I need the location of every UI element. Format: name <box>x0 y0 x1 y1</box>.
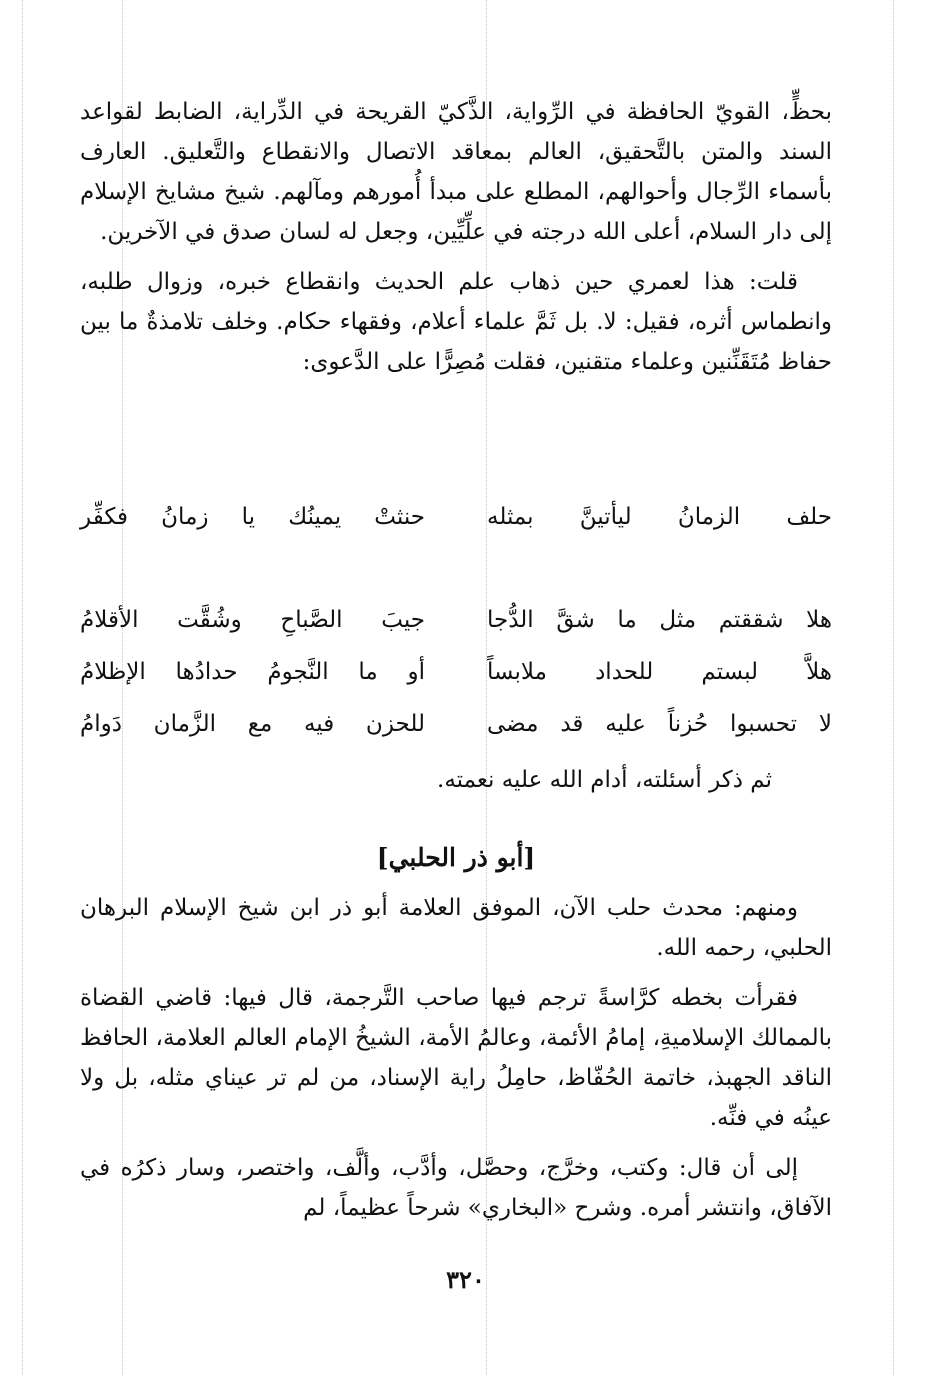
scan-dot-column-right <box>893 0 894 1375</box>
paragraph-author-remark: قلت: هذا لعمري حين ذهاب علم الحديث وانقطاع خبره، وزوال طلبه، وانطماس أثره، فقيل: لا. بل ثَمَّ علماء أعلام، وفقهاء حكام. وخلف تلامذةٌ ما بين حفاظ مُتَقَنِّنين وعلماء متقنين، فقلت مُصِرًّا على الدَّعوى: <box>80 269 832 375</box>
section-heading: [أبو ذر الحلبي] <box>376 843 536 872</box>
verse-1-first-hemistich: حلف الزمانُ ليأتينَّ بمثله <box>487 504 832 530</box>
page-number: ٣٢٠ <box>446 1265 485 1294</box>
verse-3-first-hemistich: هلاَّ لبستم للحداد ملابساً <box>487 659 832 685</box>
verse-2-first-hemistich: هلا شققتم مثل ما شقَّ الدُّجا <box>487 607 832 633</box>
verse-2-second-hemistich: جيبَ الصَّباحِ وشُقَّت الأقلامُ <box>80 607 425 633</box>
verse-line-4 <box>80 704 832 744</box>
text-block-top <box>80 92 832 382</box>
closing-line-block <box>80 760 832 800</box>
verse-4-second-hemistich: للحزن فيه مع الزَّمان دَوامُ <box>80 711 425 737</box>
paragraph-biography-continuation: بحظٍّ، القويّ الحافظة في الرِّواية، الذَّكيّ القريحة في الدِّراية، الضابط لقواعد السند والمتن بالتَّحقيق، العالم بمعاقد الاتصال والانقطاع والتَّعليق. العارف بأسماء الرِّجال وأحوالهم، المطلع على مبدأ أُمورهم ومآلهم. شيخ مشايخ الإسلام إلى دار السلام، أعلى الله درجته في علِّيِّين، وجعل له لسان صدق في الآخرين. <box>80 99 833 245</box>
verse-3-second-hemistich: أو ما النَّجومُ حدادُها الإظلامُ <box>80 659 425 685</box>
text-block-bottom <box>80 888 832 1228</box>
verse-4-first-hemistich: لا تحسبوا حُزناً عليه قد مضى <box>487 711 832 737</box>
verse-line-3 <box>80 652 832 692</box>
closing-line: ثم ذكر أسئلته، أدام الله عليه نعمته. <box>437 767 772 793</box>
verse-line-1 <box>80 497 832 537</box>
paragraph-biography-quote: فقرأت بخطه كرَّاسةً ترجم فيها صاحب التَّرجمة، قال فيها: قاضي القضاة بالممالك الإسلاميةِ، إمامُ الأئمة، وعالمُ الأمة، الشيخُ الإمام العالم العلامة، الحافظ الناقد الجهبذ، خاتمة الحُفّاظ، حامِلُ راية الإسناد، من لم تر عيناي مثله، بل ولا عينُه في فنِّه. <box>80 985 832 1131</box>
scan-dot-column-left <box>22 0 23 1375</box>
verse-1-second-hemistich: حنثتْ يمينُك يا زمانُ فكفِّر <box>80 504 425 530</box>
verse-line-2 <box>80 600 832 640</box>
paragraph-abu-dharr-intro: ومنهم: محدث حلب الآن، الموفق العلامة أبو ذر ابن شيخ الإسلام البرهان الحلبي، رحمه الله. <box>80 895 832 961</box>
paragraph-works: إلى أن قال: وكتب، وخرَّج، وحصَّل، وأدَّب، وألَّف، واختصر، وسار ذكرُه في الآفاق، وانتشر أمره. وشرح «البخاري» شرحاً عظيماً، لم <box>80 1155 832 1221</box>
